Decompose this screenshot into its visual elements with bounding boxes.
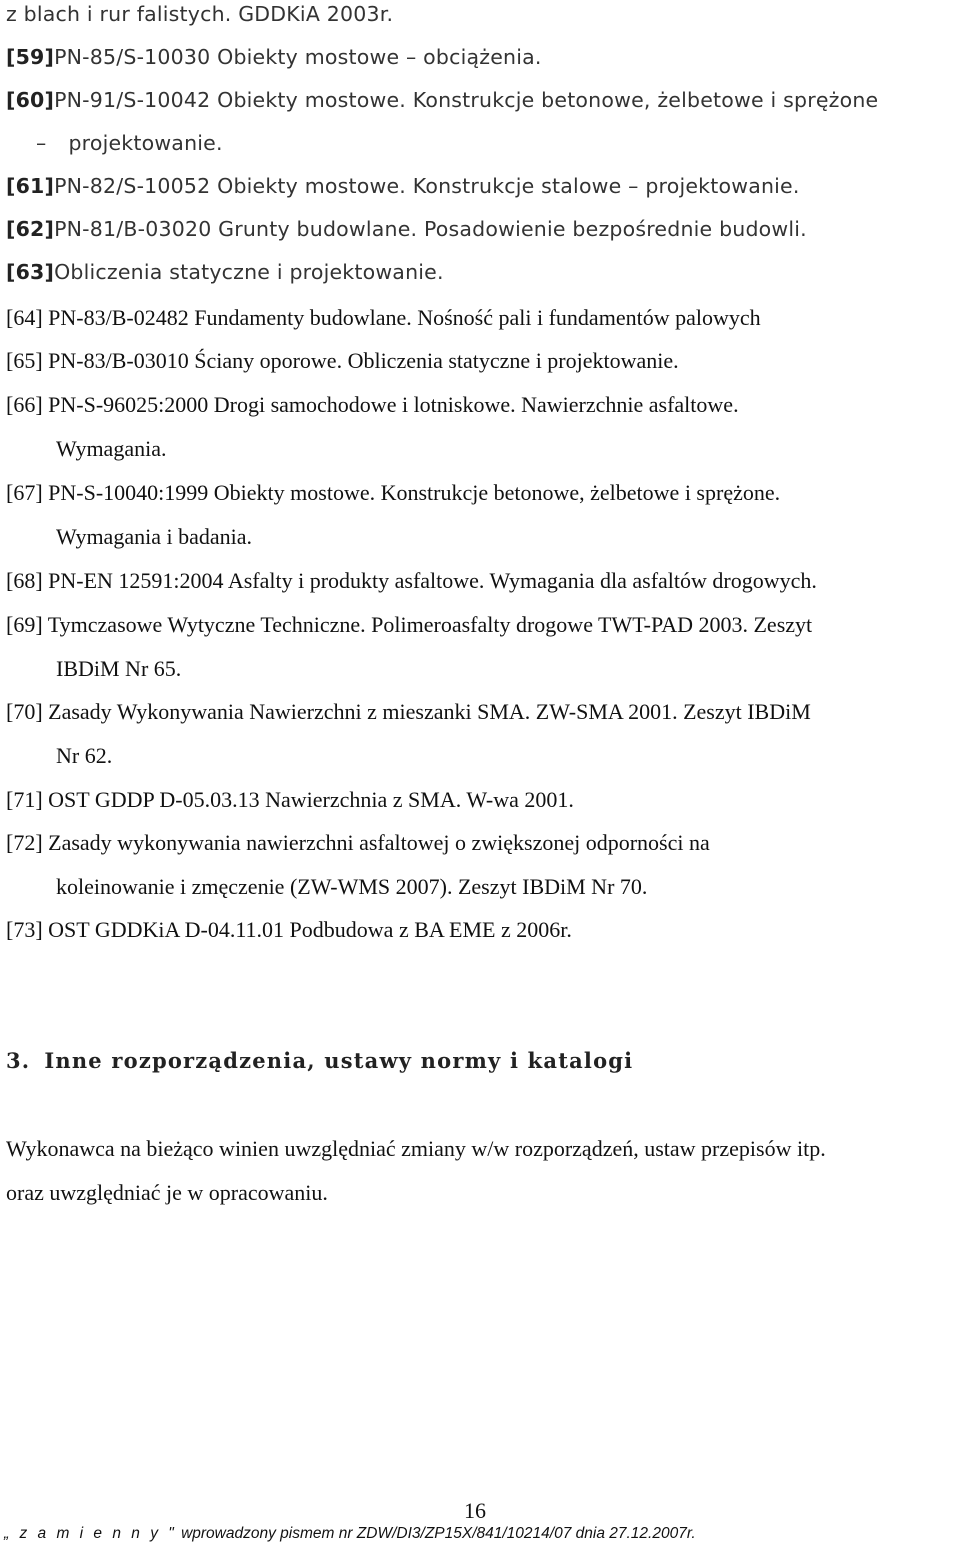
reference-62: [6, 217, 807, 241]
reference-61: [6, 174, 800, 198]
reference-number: [59]: [6, 45, 55, 69]
reference-text: projektowanie.: [68, 131, 223, 155]
reference-text: PN-85/S-10030 Obiekty mostowe – obciążenia.: [54, 45, 542, 69]
reference-text: PN-82/S-10052 Obiekty mostowe. Konstrukcje stalowe – projektowanie.: [54, 174, 800, 198]
reference-number: [62]: [6, 217, 55, 241]
reference-72-continuation: koleinowanie i zmęczenie (ZW-WMS 2007). Zeszyt IBDiM Nr 70.: [56, 874, 648, 899]
section-heading: [6, 1048, 633, 1073]
reference-60: [6, 88, 878, 112]
page-number: 16: [464, 1498, 486, 1523]
dash: –: [36, 131, 47, 155]
reference-70: [70] Zasady Wykonywania Nawierzchni z mieszanki SMA. ZW-SMA 2001. Zeszyt IBDiM: [6, 699, 811, 724]
reference-70-continuation: Nr 62.: [56, 743, 113, 768]
reference-68: [68] PN-EN 12591:2004 Asfalty i produkty asfaltowe. Wymagania dla asfaltów drogowych.: [6, 568, 817, 593]
reference-67-continuation: Wymagania i badania.: [56, 524, 252, 549]
paragraph-line-1: Wykonawca na bieżąco winien uwzględniać zmiany w/w rozporządzeń, ustaw przepisów itp.: [6, 1136, 826, 1161]
reference-number: [60]: [6, 88, 55, 112]
reference-67: [67] PN-S-10040:1999 Obiekty mostowe. Konstrukcje betonowe, żelbetowe i sprężone.: [6, 480, 781, 505]
paragraph-line-2: oraz uwzględniać je w opracowaniu.: [6, 1180, 328, 1205]
reference-69-continuation: IBDiM Nr 65.: [56, 656, 182, 681]
reference-73: [73] OST GDDKiA D-04.11.01 Podbudowa z BA EME z 2006r.: [6, 917, 572, 942]
reference-text: z blach i rur falistych. GDDKiA 2003r.: [6, 2, 394, 26]
reference-number: [61]: [6, 174, 55, 198]
reference-continuation: [6, 2, 393, 26]
page-footer: [4, 1525, 696, 1543]
reference-text: PN-91/S-10042 Obiekty mostowe. Konstrukcje betonowe, żelbetowe i sprężone: [54, 88, 879, 112]
reference-66: [66] PN-S-96025:2000 Drogi samochodowe i lotniskowe. Nawierzchnie asfaltowe.: [6, 392, 739, 417]
reference-text: Obliczenia statyczne i projektowanie.: [54, 260, 444, 284]
reference-72: [72] Zasady wykonywania nawierzchni asfaltowej o zwiększonej odporności na: [6, 830, 710, 855]
reference-65: [65] PN-83/B-03010 Ściany oporowe. Obliczenia statyczne i projektowanie.: [6, 348, 679, 373]
footer-text: wprowadzony pismem nr ZDW/DI3/ZP15X/841/10214/07 dnia 27.12.2007r.: [176, 1525, 696, 1542]
reference-59: [6, 45, 542, 69]
reference-71: [71] OST GDDP D-05.03.13 Nawierzchnia z SMA. W-wa 2001.: [6, 787, 574, 812]
reference-66-continuation: Wymagania.: [56, 436, 167, 461]
reference-64: [64] PN-83/B-02482 Fundamenty budowlane. Nośność pali i fundamentów palowych: [6, 305, 761, 330]
reference-69: [69] Tymczasowe Wytyczne Techniczne. Polimeroasfalty drogowe TWT-PAD 2003. Zeszyt: [6, 612, 813, 637]
section-number: 3.: [6, 1048, 31, 1073]
reference-number: [63]: [6, 260, 55, 284]
footer-prefix: „ z a m i e n n y ": [4, 1525, 177, 1542]
section-title: Inne rozporządzenia, ustawy normy i katalogi: [44, 1048, 634, 1073]
reference-63: [6, 260, 444, 284]
reference-60-continuation: [36, 131, 223, 155]
reference-text: PN-81/B-03020 Grunty budowlane. Posadowienie bezpośrednie budowli.: [54, 217, 807, 241]
